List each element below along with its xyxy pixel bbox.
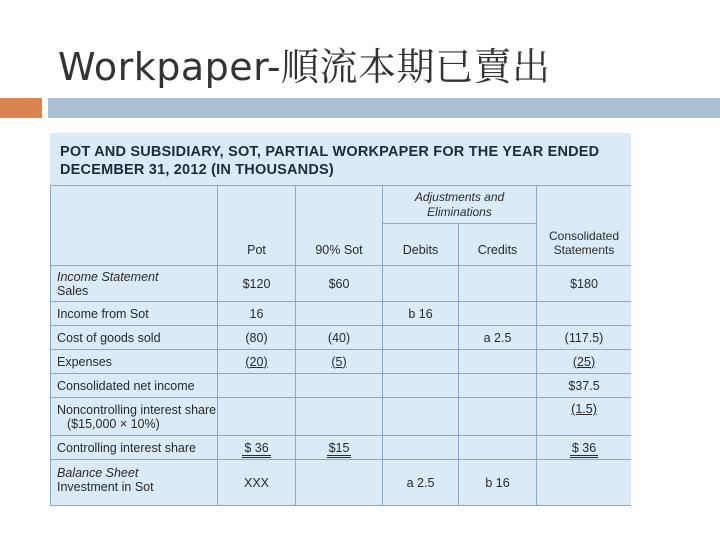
col-header-sot-label: 90% Sot xyxy=(315,243,363,257)
row-sales xyxy=(51,266,632,302)
workpaper-title-line-1: POT AND SUBSIDIARY, SOT, PARTIAL WORKPAPER FOR THE YEAR ENDED xyxy=(60,144,600,160)
cell-credits xyxy=(459,266,537,302)
row-investment-in-sot xyxy=(51,460,632,506)
row-sales-label-cell xyxy=(51,266,218,302)
cell-credits xyxy=(459,398,537,436)
cell-consolidated xyxy=(537,460,631,506)
cell-sot xyxy=(296,460,383,506)
cell-pot xyxy=(218,350,296,374)
section-heading-income-statement: Income Statement xyxy=(57,269,159,284)
cell-debits xyxy=(383,398,459,436)
cell-sot xyxy=(296,374,383,398)
row-label: Consolidated net income xyxy=(51,374,218,398)
cell-consolidated xyxy=(537,436,631,460)
col-header-pot-label: Pot xyxy=(247,243,266,257)
cell-consolidated xyxy=(537,398,631,436)
cell-sot-value: (5) xyxy=(331,354,347,369)
col-group-adjustments xyxy=(383,186,537,224)
header-blank-cell xyxy=(51,186,218,266)
row-cost-of-goods-sold xyxy=(51,326,632,350)
cell-debits xyxy=(383,436,459,460)
col-group-line-1: Adjustments and xyxy=(414,189,505,204)
col-header-credits xyxy=(459,224,537,266)
cell-pot xyxy=(218,436,296,460)
col-group-line-2: Eliminations xyxy=(427,204,492,219)
cell-sot-value: $15 xyxy=(327,441,352,458)
accent-bar xyxy=(0,98,42,118)
col-header-debits xyxy=(383,224,459,266)
cell-debits xyxy=(383,374,459,398)
cell-pot: (80) xyxy=(218,326,296,350)
row-consolidated-net-income xyxy=(51,374,632,398)
cell-credits xyxy=(459,302,537,326)
cell-sot xyxy=(296,350,383,374)
row-expenses xyxy=(51,350,632,374)
row-label: Expenses xyxy=(51,350,218,374)
row-noncontrolling-label-cell xyxy=(51,398,218,436)
row-label: Noncontrolling interest share xyxy=(57,402,217,417)
cell-pot: 16 xyxy=(218,302,296,326)
cell-credits xyxy=(459,436,537,460)
row-controlling-interest xyxy=(51,436,632,460)
row-label: Sales xyxy=(57,283,89,298)
cell-consolidated xyxy=(537,302,631,326)
col-header-credits-label: Credits xyxy=(477,243,518,257)
cell-credits: b 16 xyxy=(459,460,537,506)
col-header-sot xyxy=(296,186,383,266)
cell-pot-value: $ 36 xyxy=(242,441,270,458)
row-label: Cost of goods sold xyxy=(51,326,218,350)
workpaper-title-line-2: DECEMBER 31, 2012 (IN THOUSANDS) xyxy=(60,162,334,178)
cell-consolidated-value: (1.5) xyxy=(571,402,597,416)
cell-debits: a 2.5 xyxy=(383,460,459,506)
cell-pot-value: (20) xyxy=(245,354,268,369)
cell-debits xyxy=(383,326,459,350)
cell-consolidated-value: $ 36 xyxy=(570,441,598,458)
cell-pot xyxy=(218,398,296,436)
slide-title: Workpaper-順流本期已賣出 xyxy=(58,45,551,89)
row-noncontrolling-interest xyxy=(51,398,632,436)
cell-credits xyxy=(459,374,537,398)
row-income-from-sot xyxy=(51,302,632,326)
cell-credits: a 2.5 xyxy=(459,326,537,350)
col-header-debits-label: Debits xyxy=(402,243,439,257)
col-header-consolidated xyxy=(537,186,631,266)
workpaper-table xyxy=(50,185,631,506)
cell-credits xyxy=(459,350,537,374)
workpaper-table-image xyxy=(50,133,631,506)
title-rule-bar xyxy=(48,98,720,118)
cell-debits xyxy=(383,350,459,374)
row-investment-label-cell xyxy=(51,460,218,506)
cell-debits xyxy=(383,266,459,302)
row-label: Controlling interest share xyxy=(51,436,218,460)
cell-sot: $60 xyxy=(296,266,383,302)
cell-sot xyxy=(296,302,383,326)
cell-consolidated: $180 xyxy=(537,266,631,302)
cell-pot xyxy=(218,374,296,398)
cell-consolidated-value: (25) xyxy=(572,354,596,369)
cell-sot xyxy=(296,436,383,460)
workpaper-title xyxy=(50,133,631,185)
cell-consolidated xyxy=(537,350,631,374)
cell-consolidated: (117.5) xyxy=(537,326,631,350)
section-heading-balance-sheet: Balance Sheet xyxy=(57,466,139,480)
cell-sot: (40) xyxy=(296,326,383,350)
cell-consolidated: $37.5 xyxy=(537,374,631,398)
col-header-consolidated-line-1: Consolidated xyxy=(548,229,620,243)
col-header-pot xyxy=(218,186,296,266)
row-label: Income from Sot xyxy=(51,302,218,326)
cell-debits: b 16 xyxy=(383,302,459,326)
header-row-group xyxy=(51,186,632,224)
row-label: Investment in Sot xyxy=(57,480,154,494)
col-header-consolidated-line-2: Statements xyxy=(553,243,615,257)
cell-pot: XXX xyxy=(218,460,296,506)
row-label-detail: ($15,000 × 10%) xyxy=(67,416,160,431)
cell-sot xyxy=(296,398,383,436)
cell-pot: $120 xyxy=(218,266,296,302)
